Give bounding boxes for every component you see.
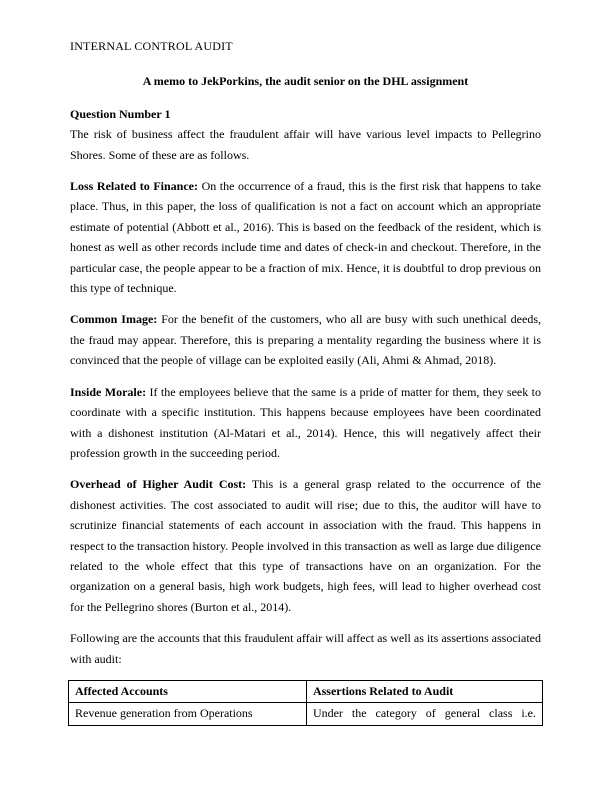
table-header-row <box>69 680 543 703</box>
paragraph-body: Following are the accounts that this fraudulent affair will affect as well as its assertions associated with audit: <box>70 631 541 666</box>
section-heading: Question Number 1 <box>70 106 171 121</box>
paragraph-lead: Overhead of Higher Audit Cost: <box>70 477 247 492</box>
document-title: A memo to JekPorkins, the audit senior on the DHL assignment <box>142 74 469 89</box>
paragraph-body: On the occurrence of a fraud, this is the first risk that happens to take place. Thus, in this paper, the loss of qualification is not a fact on account which an appropriate estimate of potential (Abbott et al., 2016). This is based on the feedback of the resident, which is honest as well as other records include time and dates of check-in and checkout. Therefore, in the particular case, the people appear to be a fraction of mix. Hence, it is doubtful to drop previous on this type of technique. <box>70 179 541 296</box>
table-header-assertions: Assertions Related to Audit <box>306 680 542 703</box>
table-cell-affected-account: Revenue generation from Operations <box>69 703 307 726</box>
table-header-affected-accounts: Affected Accounts <box>69 680 307 703</box>
paragraph-lead: Loss Related to Finance: <box>70 179 199 194</box>
paragraph-overhead-audit-cost <box>70 474 541 617</box>
paragraph-common-image <box>70 309 541 370</box>
table-row <box>69 703 543 726</box>
document-header: INTERNAL CONTROL AUDIT <box>70 39 233 53</box>
paragraph-body: The risk of business affect the fraudulent affair will have various level impacts to Pellegrino Shores. Some of these are as follows. <box>70 127 541 162</box>
paragraph-body: If the employees believe that the same is a pride of matter for them, they seek to coordinate with a specific institution. This happens because employees have been coordinated with a dishonest institution (Al-Matari et al., 2014). Hence, this will negatively affect their profession growth in the succeeding period. <box>70 384 541 460</box>
paragraph-lead: Inside Morale: <box>70 384 147 399</box>
paragraph-loss-related-to-finance <box>70 176 541 298</box>
paragraph-intro <box>70 124 541 165</box>
paragraph-body: This is a general grasp related to the occurrence of the dishonest activities. The cost associated to audit will rise; due to this, the auditor will have to scrutinize financial statements of each account in association with the fraud. This happens in respect to the transaction history. People involved in this transaction as well as large due diligence related to the whole effect that this type of transactions have on an organization. For the organization on a general basis, high work budgets, high fees, will lead to higher overhead cost for the Pellegrino shores (Burton et al., 2014). <box>70 477 541 614</box>
paragraph-inside-morale <box>70 382 541 464</box>
table-cell-assertion: Under the category of general class i.e. <box>306 703 542 726</box>
paragraph-body: For the benefit of the customers, who all are busy with such unethical deeds, the fraud may appear. Therefore, this is preparing a mentality regarding the business where it is convinced that the people of village can be exploited easily (Ali, Ahmi & Ahmad, 2018). <box>70 312 541 368</box>
paragraph-table-intro <box>70 628 541 669</box>
paragraph-lead: Common Image: <box>70 312 158 327</box>
affected-accounts-table <box>68 680 543 726</box>
